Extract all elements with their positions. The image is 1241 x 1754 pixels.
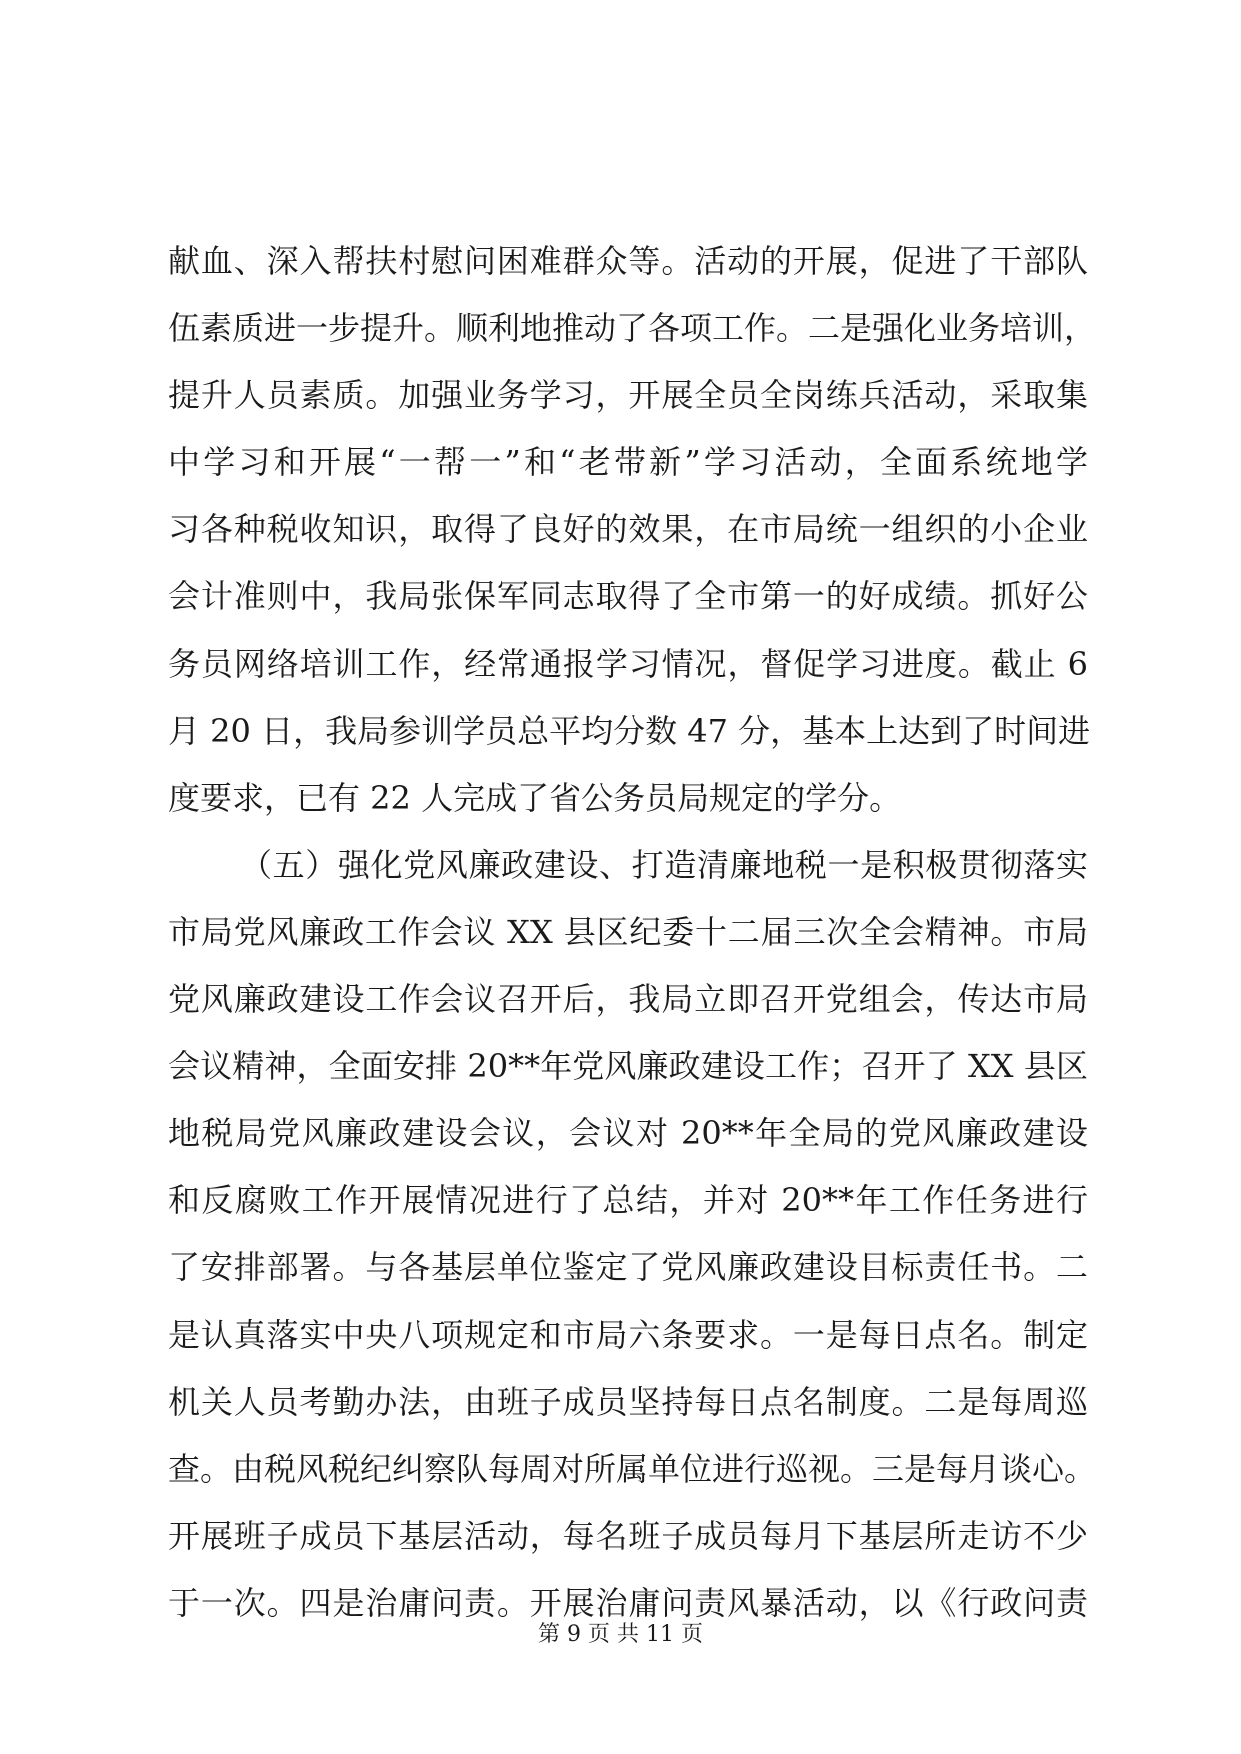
text-line: 月 20 日，我局参训学员总平均分数 47 分，基本上达到了时间进 (168, 711, 1091, 750)
text-line: 地税局党风廉政建设会议，会议对 20**年全局的党风廉政建设 (168, 1114, 1088, 1153)
text-line: 查。由税风税纪纠察队每周对所属单位进行巡视。三是每月谈心。 (168, 1449, 1097, 1488)
text-line: 习各种税收知识，取得了良好的效果，在市局统一组织的小企业 (168, 510, 1088, 549)
text-line: 是认真落实中央八项规定和市局六条要求。一是每日点名。制定 (168, 1315, 1088, 1354)
text-line: 会计准则中，我局张保军同志取得了全市第一的好成绩。抓好公 (168, 577, 1088, 616)
section-heading-line: （五）强化党风廉政建设、打造清廉地税一是积极贯彻落实 (240, 845, 1088, 884)
text-line: 党风廉政建设工作会议召开后，我局立即召开党组会，传达市局 (168, 980, 1088, 1019)
text-line: 务员网络培训工作，经常通报学习情况，督促学习进度。截止 6 (168, 644, 1088, 683)
text-line: 于一次。四是治庸问责。开展治庸问责风暴活动，以《行政问责 (168, 1583, 1088, 1622)
text-line: 和反腐败工作开展情况进行了总结，并对 20**年工作任务进行 (168, 1181, 1088, 1220)
text-line: 开展班子成员下基层活动，每名班子成员每月下基层所走访不少 (168, 1516, 1088, 1555)
text-line: 献血、深入帮扶村慰问困难群众等。活动的开展，促进了干部队 (168, 242, 1088, 280)
text-line: 度要求，已有 22 人完成了省公务员局规定的学分。 (168, 778, 902, 817)
text-line: 了安排部署。与各基层单位鉴定了党风廉政建设目标责任书。二 (168, 1248, 1088, 1287)
text-line: 市局党风廉政工作会议 XX 县区纪委十二届三次全会精神。市局 (168, 912, 1088, 951)
page-number: 第 9 页 共 11 页 (538, 1622, 703, 1647)
text-line: 机关人员考勤办法，由班子成员坚持每日点名制度。二是每周巡 (168, 1382, 1088, 1421)
text-line: 伍素质进一步提升。顺利地推动了各项工作。二是强化业务培训， (168, 309, 1097, 348)
text-line: 中学习和开展“一帮一”和“老带新”学习活动，全面系统地学 (168, 443, 1088, 482)
document-body (168, 228, 1097, 1637)
text-line: 提升人员素质。加强业务学习，开展全员全岗练兵活动，采取集 (168, 376, 1088, 415)
page-footer (0, 1620, 1241, 1650)
text-line: 会议精神，全面安排 20**年党风廉政建设工作；召开了 XX 县区 (168, 1047, 1088, 1086)
